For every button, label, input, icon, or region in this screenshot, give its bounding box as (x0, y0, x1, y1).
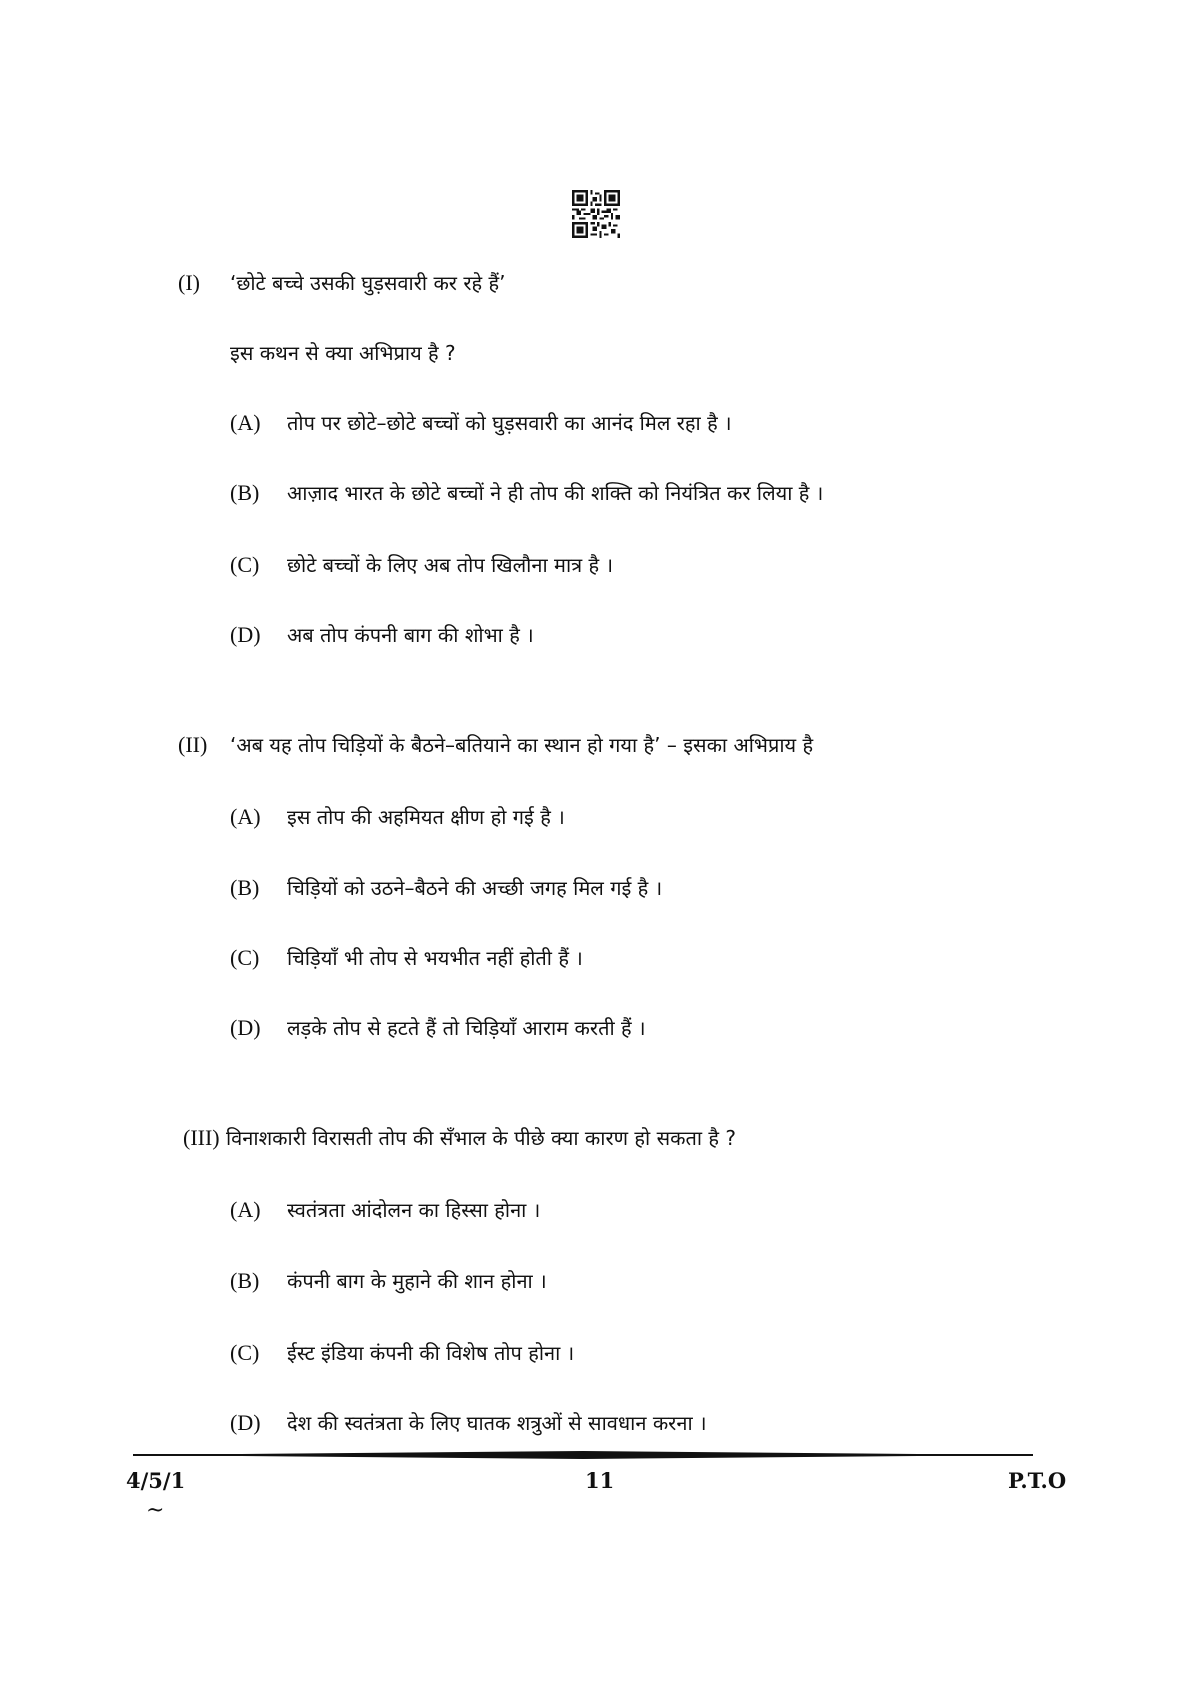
footer-pto: P.T.O (1008, 1468, 1067, 1493)
option-text: देश की स्वतंत्रता के लिए घातक शत्रुओं से सावधान करना । (287, 1411, 707, 1435)
option-letter: (A) (230, 410, 261, 435)
option-letter: (D) (230, 1015, 261, 1040)
option-text: चिड़ियाँ भी तोप से भयभीत नहीं होती हैं । (287, 946, 583, 970)
option-letter: (D) (230, 622, 261, 647)
question-stem: ‘अब यह तोप चिड़ियों के बैठने–बतियाने का स्थान हो गया है’ – इसका अभिप्राय है (230, 733, 814, 757)
option-text: छोटे बच्चों के लिए अब तोप खिलौना मात्र है । (287, 553, 614, 577)
option-text: अब तोप कंपनी बाग की शोभा है । (287, 623, 534, 647)
option-letter: (C) (230, 552, 260, 577)
footer-mark: ~ (146, 1498, 165, 1523)
option-letter: (C) (230, 945, 260, 970)
question-number: (II) (178, 732, 208, 757)
option-letter: (B) (230, 1268, 260, 1293)
option-letter: (B) (230, 480, 260, 505)
option-text: इस तोप की अहमियत क्षीण हो गई है । (287, 805, 565, 829)
option-text: स्वतंत्रता आंदोलन का हिस्सा होना । (287, 1198, 541, 1222)
footer-page-number: 11 (585, 1468, 615, 1493)
option-letter: (A) (230, 1197, 261, 1222)
option-letter: (D) (230, 1410, 261, 1435)
footer-divider (133, 1450, 1033, 1460)
option-text: तोप पर छोटे–छोटे बच्चों को घुड़सवारी का आनंद मिल रहा है । (287, 411, 732, 435)
footer-paper-code: 4/5/1 (126, 1468, 186, 1493)
qr-code-icon (572, 190, 620, 238)
option-text: आज़ाद भारत के छोटे बच्चों ने ही तोप की शक्ति को नियंत्रित कर लिया है । (287, 481, 824, 505)
question-stem: विनाशकारी विरासती तोप की सँभाल के पीछे क्या कारण हो सकता है ? (226, 1126, 737, 1150)
option-letter: (B) (230, 875, 260, 900)
option-text: कंपनी बाग के मुहाने की शान होना । (287, 1269, 547, 1293)
question-number: (I) (178, 270, 200, 295)
option-text: लड़के तोप से हटते हैं तो चिड़ियाँ आराम करती हैं । (287, 1016, 646, 1040)
question-stem: ‘छोटे बच्चे उसकी घुड़सवारी कर रहे हैं’ (230, 271, 506, 295)
option-letter: (A) (230, 804, 261, 829)
question-number: (III) (183, 1125, 220, 1150)
option-text: ईस्ट इंडिया कंपनी की विशेष तोप होना । (287, 1341, 575, 1365)
option-letter: (C) (230, 1340, 260, 1365)
option-text: चिड़ियों को उठने–बैठने की अच्छी जगह मिल गई है । (287, 876, 663, 900)
question-sub-stem: इस कथन से क्या अभिप्राय है ? (230, 341, 456, 365)
